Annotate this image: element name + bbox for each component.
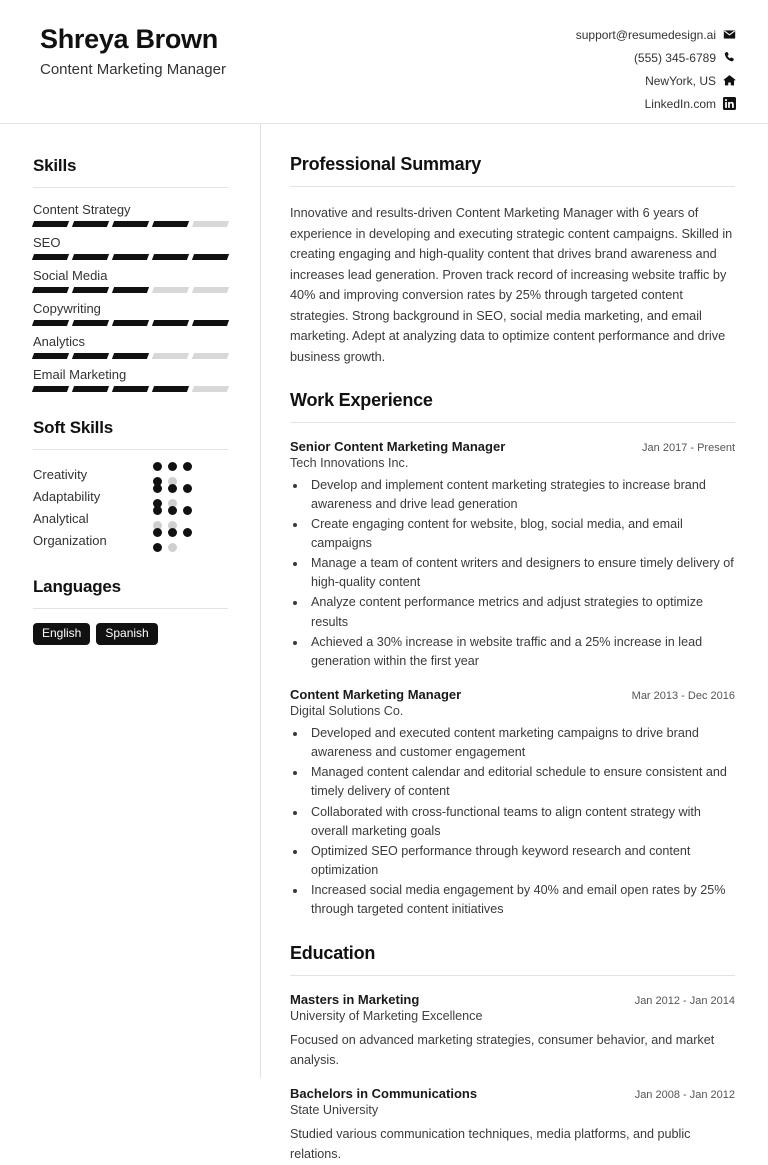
skills-section-title: Skills [33, 156, 77, 175]
experience-entry-header [290, 439, 735, 454]
soft-skill-rating-dots [153, 462, 199, 486]
soft-skill-rating-dots [153, 528, 199, 552]
summary-section [290, 154, 735, 368]
experience-bullet: • Manage a team of content writers and designers to ensure timely delivery of high-quality content [307, 554, 735, 592]
experience-entry [290, 687, 735, 919]
contact-email[interactable] [576, 28, 736, 41]
candidate-name: Shreya Brown [40, 24, 218, 54]
contact-phone-value: (555) 345-6789 [633, 50, 716, 65]
soft-skill-item [33, 463, 228, 485]
summary-section-divider [290, 186, 735, 187]
experience-bullet: • Analyze content performance metrics and adjust strategies to optimize results [307, 593, 735, 631]
education-school: University of Marketing Excellence [290, 1009, 483, 1024]
summary-section-title: Professional Summary [290, 154, 482, 174]
soft-skill-label: Creativity [33, 466, 88, 482]
experience-bullet: • Achieved a 30% increase in website traffic and a 25% increase in lead generation within the first year [307, 633, 735, 671]
languages-section [33, 577, 228, 645]
skill-rating-bar [33, 386, 228, 392]
language-tag: Spanish [96, 623, 157, 645]
skill-label: Content Strategy [33, 202, 131, 217]
skills-section [33, 156, 228, 392]
contact-block [576, 24, 736, 110]
skill-item [33, 301, 228, 326]
main-column [261, 123, 768, 1161]
languages-section-divider [33, 608, 228, 609]
soft-skills-section-title: Soft Skills [33, 418, 113, 437]
language-tag: English [33, 623, 90, 645]
education-section-title: Education [290, 943, 376, 964]
soft-skills-list [33, 463, 228, 551]
experience-entry [290, 439, 735, 671]
contact-linkedin-value: LinkedIn.com [644, 96, 716, 111]
soft-skill-label: Analytical [33, 510, 89, 526]
skills-list [33, 202, 228, 392]
education-description: Focused on advanced marketing strategies, consumer behavior, and market analysis. [290, 1033, 715, 1067]
education-degree: Masters in Marketing [290, 992, 420, 1008]
skill-label: Social Media [33, 268, 108, 283]
soft-skills-section [33, 418, 228, 551]
skill-label: SEO [33, 235, 61, 250]
education-entry [290, 992, 735, 1070]
education-entry-header [290, 992, 735, 1007]
skill-item [33, 202, 228, 227]
contact-location-value: NewYork, US [645, 73, 716, 88]
contact-location [576, 74, 736, 87]
experience-bullet: • Increased social media engagement by 40% and email open rates by 25% through targeted content initiatives [307, 881, 735, 919]
phone-icon [723, 51, 736, 64]
languages-list [33, 623, 228, 645]
contact-linkedin[interactable] [576, 97, 736, 110]
education-school: State University [290, 1103, 379, 1118]
skill-item [33, 235, 228, 260]
education-entry [290, 1086, 735, 1164]
resume-header [0, 0, 768, 123]
experience-bullet: • Developed and executed content marketing campaigns to drive brand awareness and customer engagement [307, 724, 735, 762]
experience-date: Mar 2013 - Dec 2016 [631, 690, 735, 703]
skill-item [33, 367, 228, 392]
email-icon [723, 28, 736, 41]
soft-skill-item [33, 485, 228, 507]
skill-label: Copywriting [33, 301, 101, 316]
skills-section-divider [33, 187, 228, 188]
contact-phone[interactable] [576, 51, 736, 64]
education-date: Jan 2012 - Jan 2014 [634, 995, 735, 1008]
identity-block [40, 24, 226, 78]
languages-section-title: Languages [33, 577, 121, 596]
soft-skills-section-divider [33, 449, 228, 450]
skill-item [33, 268, 228, 293]
skill-rating-bar [33, 254, 228, 260]
experience-section-divider [290, 422, 735, 423]
skill-label: Analytics [33, 334, 86, 349]
skill-rating-bar [33, 320, 228, 326]
summary-text: Innovative and results-driven Content Marketing Manager with 6 years of experience in developing and executing strategic content campaigns. Skilled in creating engaging and high-quality content that drives brand awareness and increases lead generation. Proven track record of increasing website traffic by 40% and improving conversion rates by 25% through targeted content strategies. Strong background in SEO, social media marketing, and email marketing. Adept at analyzing data to optimize content performance and drive business growth. [290, 206, 733, 365]
experience-section-title: Work Experience [290, 389, 433, 410]
experience-bullet: • Develop and implement content marketing strategies to increase brand awareness and drive lead generation [307, 476, 735, 514]
experience-section [290, 390, 735, 920]
education-description: Studied various communication techniques, media platforms, and public relations. [290, 1127, 691, 1161]
soft-skill-item [33, 507, 228, 529]
contact-email-value: support@resumedesign.ai [575, 27, 716, 42]
skill-label: Email Marketing [33, 367, 127, 382]
experience-bullet: • Collaborated with cross-functional teams to align content strategy with overall marketing goals [307, 803, 735, 841]
candidate-job-title: Content Marketing Manager [40, 60, 226, 78]
soft-skill-rating-dots [153, 506, 199, 530]
linkedin-icon [723, 97, 736, 110]
experience-bullets [307, 476, 735, 671]
education-date: Jan 2008 - Jan 2012 [634, 1089, 735, 1102]
soft-skill-label: Adaptability [33, 488, 101, 504]
skill-item [33, 334, 228, 359]
experience-bullet: • Optimized SEO performance through keyword research and content optimization [307, 842, 735, 880]
resume-body [0, 123, 768, 1161]
education-degree: Bachelors in Communications [290, 1086, 478, 1102]
home-icon [723, 74, 736, 87]
education-section [290, 943, 735, 1164]
soft-skill-label: Organization [33, 532, 107, 548]
skill-rating-bar [33, 287, 228, 293]
skill-rating-bar [33, 353, 228, 359]
experience-bullet: • Managed content calendar and editorial schedule to ensure consistent and timely delivery of content [307, 763, 735, 801]
experience-bullets [307, 724, 735, 919]
experience-entry-header [290, 687, 735, 702]
experience-role: Content Marketing Manager [290, 687, 462, 703]
experience-company: Digital Solutions Co. [290, 704, 404, 719]
experience-company: Tech Innovations Inc. [290, 455, 409, 470]
skill-rating-bar [33, 221, 228, 227]
education-entry-header [290, 1086, 735, 1101]
education-section-divider [290, 975, 735, 976]
sidebar-column [0, 123, 261, 1078]
soft-skill-item [33, 529, 228, 551]
experience-bullet: • Create engaging content for website, blog, social media, and email campaigns [307, 515, 735, 553]
experience-role: Senior Content Marketing Manager [290, 438, 506, 454]
experience-date: Jan 2017 - Present [642, 441, 735, 454]
soft-skill-rating-dots [153, 484, 199, 508]
header-divider [0, 123, 768, 124]
